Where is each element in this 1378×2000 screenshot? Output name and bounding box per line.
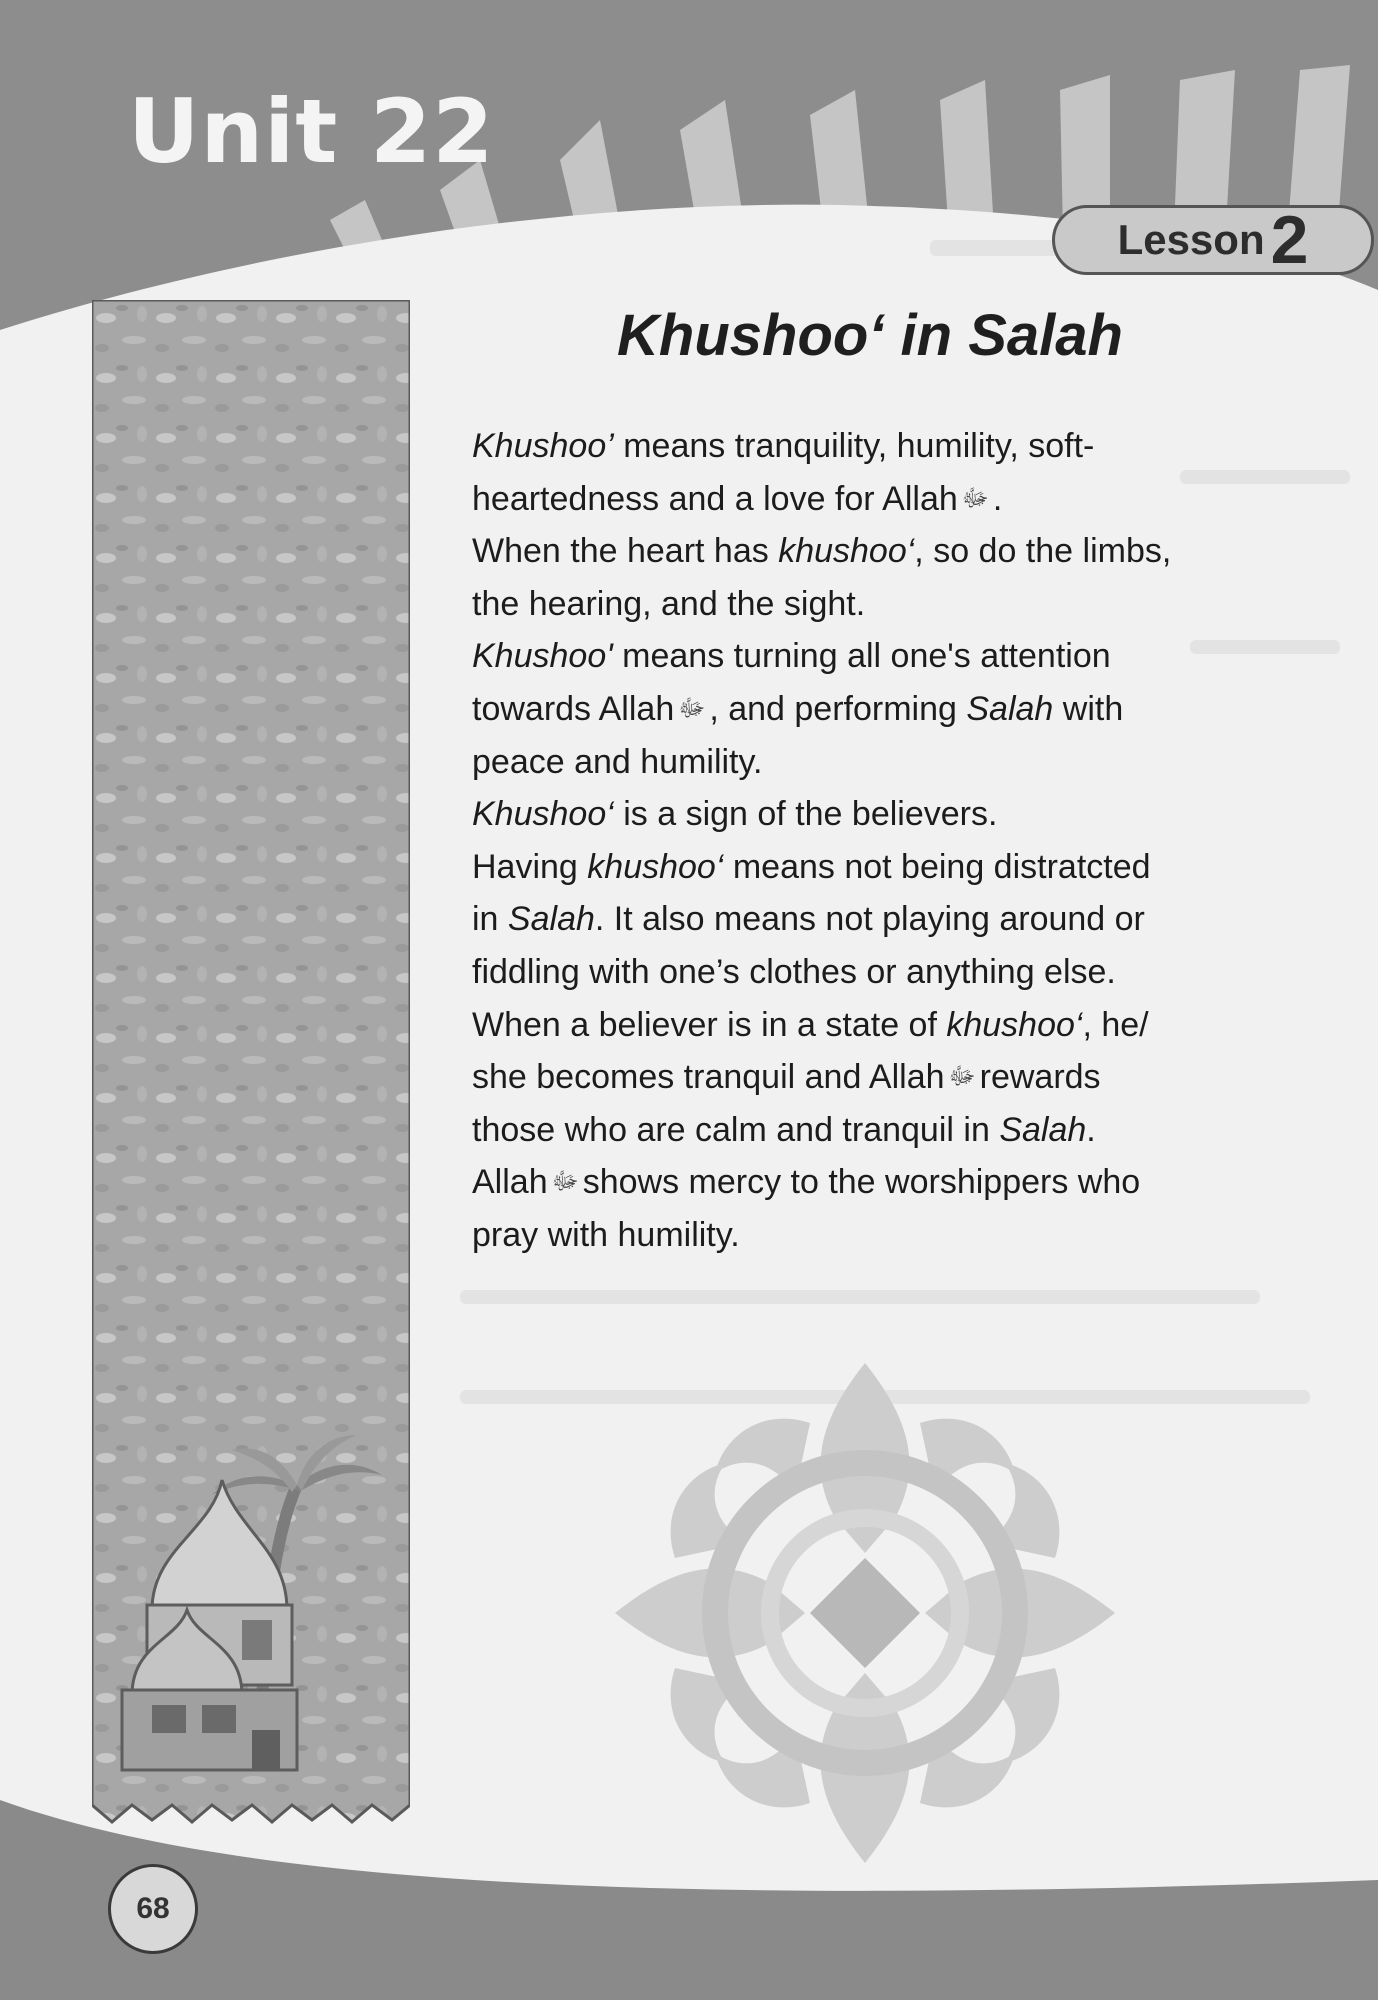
text-segment: , so do the limbs, [914,532,1172,571]
text-segment: pray with humility. [472,1215,740,1254]
text-line [472,999,1342,1052]
text-segment: means turning all one's attention [612,637,1111,676]
text-segment: When the heart has [472,532,779,571]
italic-term: khushoo‘ [587,847,724,886]
italic-term: Khushoo‘ [472,795,614,834]
arabesque-ornament [595,1355,1135,1870]
text-segment: When a believer is in a state of [472,1005,947,1044]
italic-term: khushoo‘ [946,1005,1083,1044]
text-segment: those who are calm and tranquil in [472,1110,1000,1149]
text-line [472,1104,1342,1157]
text-segment: in [472,900,508,939]
allah-honorific-icon: ﷻ [961,484,989,512]
text-segment: , and performing [709,689,967,728]
text-segment: shows mercy to the worshippers who [582,1163,1141,1202]
text-segment: means not being distratcted [723,847,1151,886]
text-segment: with [1053,689,1124,728]
text-segment: peace and humility. [472,742,763,781]
text-line [472,1051,1342,1104]
lesson-badge [1052,202,1374,278]
unit-title: Unit 22 [128,80,495,183]
lesson-label: Lesson [1117,216,1265,263]
text-segment: is a sign of the believers. [613,795,998,834]
text-segment: Having [472,847,588,886]
text-segment: . It also means not playing around or [594,900,1145,939]
text-line [472,630,1342,683]
text-segment: means tranquility, humility, soft- [613,427,1095,465]
text-segment: she becomes tranquil and Allah [472,1058,945,1097]
italic-term: Salah [507,900,595,939]
italic-term: Salah [966,689,1054,728]
text-line [472,946,1342,999]
text-segment: rewards [979,1058,1101,1097]
lesson-number: 2 [1270,202,1309,278]
text-segment: fiddling with one’s clothes or anything else. [472,952,1116,991]
text-line [472,788,1342,841]
text-segment: . [992,479,1003,518]
text-line [472,683,1342,736]
lesson-body-text [472,420,1342,1262]
text-line [472,420,1342,473]
italic-term: Khushoo' [472,637,613,676]
text-segment: , he/ [1082,1005,1149,1044]
text-segment: towards Allah [472,689,675,728]
text-line [472,1209,1342,1262]
text-line [472,578,1342,631]
allah-honorific-icon: ﷻ [948,1063,976,1091]
text-line [472,893,1342,946]
text-segment: . [1086,1110,1096,1149]
text-segment: Allah [472,1163,548,1202]
text-line [472,473,1342,526]
text-segment: heartedness and a love for Allah [472,479,958,518]
text-line [472,525,1342,578]
italic-term: Salah [999,1110,1087,1149]
side-banner-illustration [92,300,410,1825]
allah-honorific-icon: ﷻ [678,694,706,722]
text-line [472,841,1342,894]
allah-honorific-icon: ﷻ [551,1168,579,1196]
text-line [472,1156,1342,1209]
text-line [472,736,1342,789]
text-segment: the hearing, and the sight. [472,584,866,623]
page-number: 68 [108,1864,198,1954]
italic-term: khushoo‘ [778,532,915,571]
italic-term: Khushoo’ [472,427,614,465]
lesson-title: Khushoo‘ in Salah [617,303,1123,368]
